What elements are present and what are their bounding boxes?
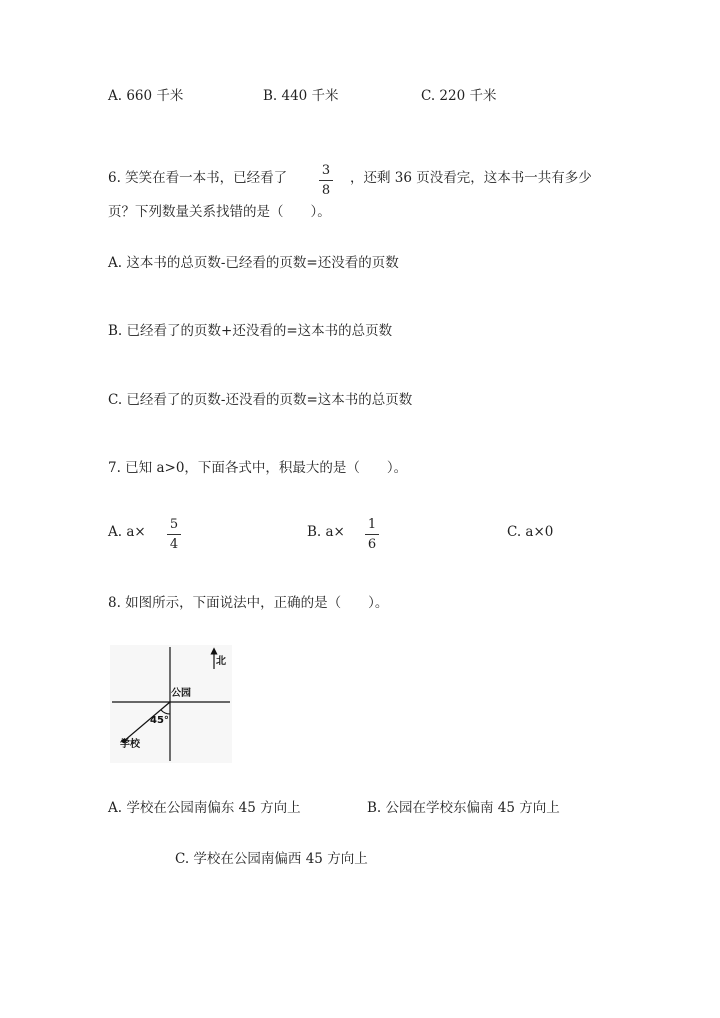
angle-arc <box>161 710 170 714</box>
q8-stem: 8. 如图所示，下面说法中，正确的是（ ）。 <box>108 595 389 611</box>
angle-label: 45° <box>150 715 169 726</box>
q6-stem-line2: 页？下列数量关系找错的是（ ）。 <box>108 204 331 220</box>
q7-a-denominator: 4 <box>169 537 179 552</box>
q6-stem-part2: ，还剩 36 页没看完，这本书一共有多少 <box>350 170 592 186</box>
park-label: 公园 <box>171 688 191 699</box>
fraction-bar <box>365 534 379 535</box>
q7-b-denominator: 6 <box>367 537 377 552</box>
q7-option-b[interactable]: B. a× <box>307 524 345 540</box>
q7-b-numerator: 1 <box>367 517 377 532</box>
q5-option-b[interactable]: B. 440 千米 <box>263 88 339 104</box>
q5-option-c[interactable]: C. 220 千米 <box>421 88 497 104</box>
direction-diagram <box>110 645 232 763</box>
q7-a-numerator: 5 <box>169 517 179 532</box>
q6-fraction-numerator: 3 <box>321 163 331 178</box>
q6-stem-part1: 6. 笑笑在看一本书，已经看了 <box>108 170 288 186</box>
q8-option-a[interactable]: A. 学校在公园南偏东 45 方向上 <box>108 800 301 816</box>
q7-stem: 7. 已知 a>0，下面各式中，积最大的是（ ）。 <box>108 460 408 476</box>
q7-option-a-fraction <box>166 518 182 551</box>
q7-option-a[interactable]: A. a× <box>108 524 146 540</box>
q5-option-a[interactable]: A. 660 千米 <box>108 88 184 104</box>
q7-option-b-fraction <box>364 518 380 551</box>
north-label: 北 <box>216 656 226 667</box>
q7-option-c[interactable]: C. a×0 <box>507 524 554 540</box>
q6-option-b[interactable]: B. 已经看了的页数+还没看的=这本书的总页数 <box>108 323 393 339</box>
q6-fraction-denominator: 8 <box>321 183 331 198</box>
q8-option-b[interactable]: B. 公园在学校东偏南 45 方向上 <box>367 800 560 816</box>
q6-option-a[interactable]: A. 这本书的总页数-已经看的页数=还没看的页数 <box>108 255 399 271</box>
q6-option-c[interactable]: C. 已经看了的页数-还没看的页数=这本书的总页数 <box>108 392 413 408</box>
fraction-bar <box>319 180 333 181</box>
q8-option-c[interactable]: C. 学校在公园南偏西 45 方向上 <box>175 851 368 867</box>
q6-fraction <box>318 164 334 197</box>
fraction-bar <box>167 534 181 535</box>
school-label: 学校 <box>120 739 140 750</box>
